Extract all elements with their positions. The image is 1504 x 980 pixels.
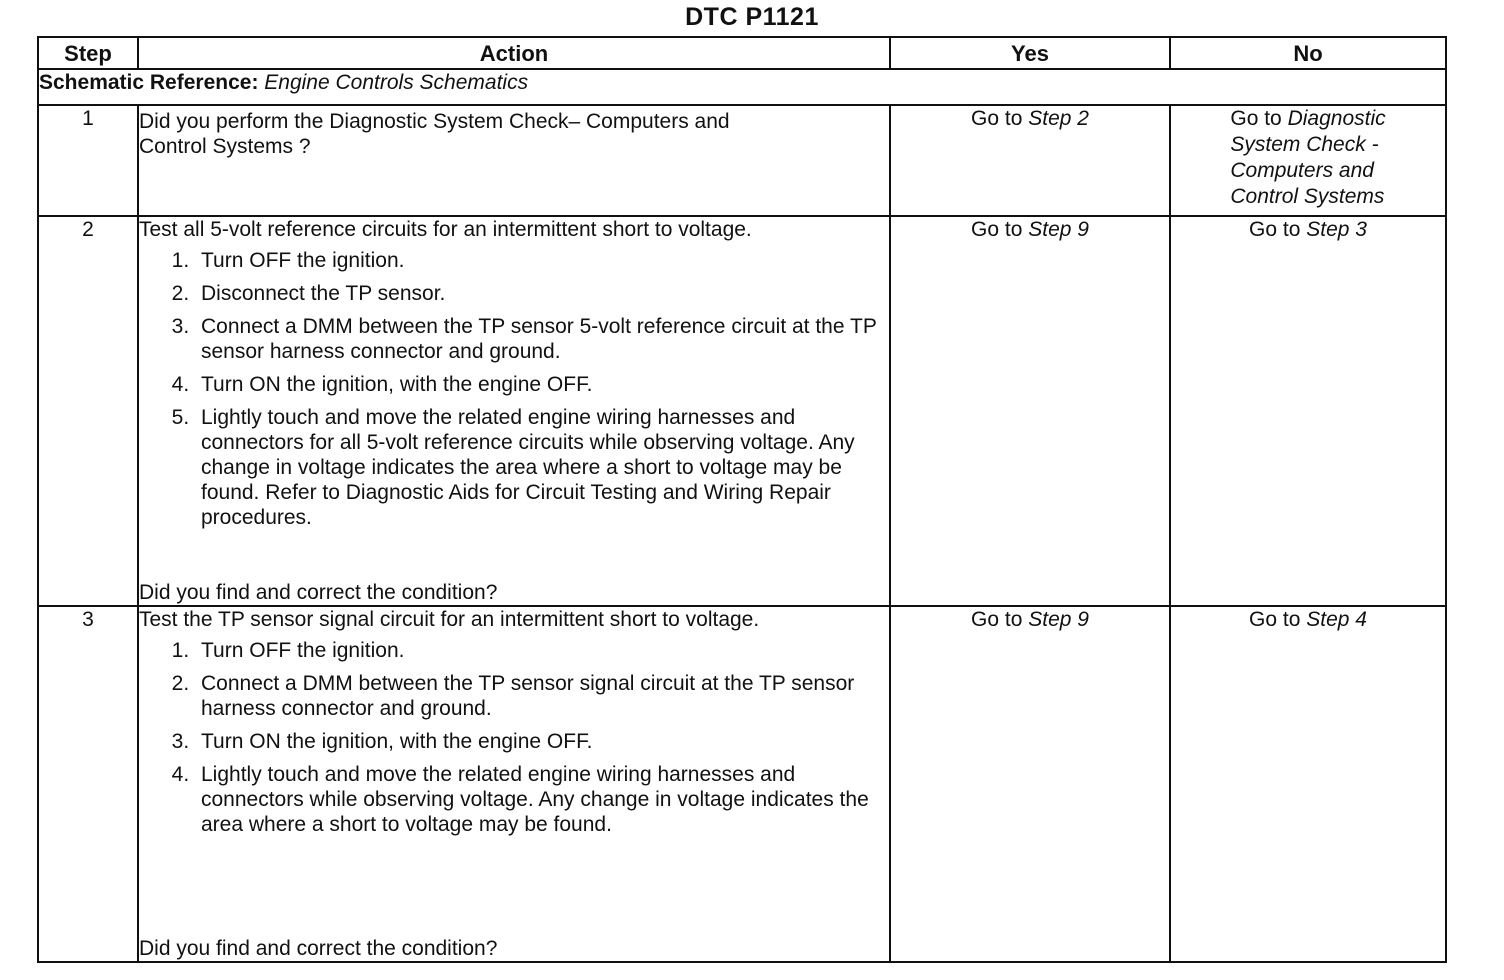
schematic-reference [38,69,1446,105]
no-step-link-line4[interactable]: Control Systems [1230,185,1385,208]
yes-cell [890,606,1170,962]
header-yes: Yes [890,37,1170,69]
substep: 1. Turn OFF the ignition. [195,638,889,663]
no-target-block [1230,106,1385,210]
action-question: Did you find and correct the condition? [139,581,498,604]
no-prefix: Go to [1249,218,1301,241]
yes-step-link[interactable]: Step 2 [1028,107,1089,130]
no-step-link-line3[interactable]: Computers and [1230,159,1374,182]
header-step: Step [38,37,138,69]
substep: 4. Turn ON the ignition, with the engine OFF. [195,372,889,397]
action-cell [138,105,890,216]
no-cell [1170,216,1446,606]
header-no: No [1170,37,1446,69]
action-line: Did you perform the Diagnostic System Check– Computers and [139,110,730,133]
action-intro: Test the TP sensor signal circuit for an intermittent short to voltage. [139,608,760,631]
step-number: 1 [38,105,138,216]
schematic-reference-row [38,69,1446,105]
substep: 5. Lightly touch and move the related engine wiring harnesses and connectors for all 5-volt reference circuits while observing voltage. Any change in voltage indicates the area where a short to voltage may be found. Refer to Diagnostic Aids for Circuit Testing and Wiring Repair procedures. [195,405,889,530]
substep-list [139,638,889,845]
no-cell [1170,606,1446,962]
action-line: Control Systems ? [139,135,311,158]
schematic-label: Schematic Reference: [39,71,259,94]
yes-step-link[interactable]: Step 9 [1028,608,1089,631]
table-row-step-1 [38,105,1446,216]
substep: 1. Turn OFF the ignition. [195,248,889,273]
table-row-step-3 [38,606,1446,962]
substep-list [139,248,889,538]
yes-cell [890,216,1170,606]
schematic-link[interactable]: Engine Controls Schematics [264,71,529,94]
substep: 4. Lightly touch and move the related engine wiring harnesses and connectors while observing voltage. Any change in voltage indicates the area where a short to voltage may be found. [195,762,889,837]
no-prefix: Go to [1230,107,1282,130]
step-number: 2 [38,216,138,606]
yes-prefix: Go to [971,218,1023,241]
substep: 3. Connect a DMM between the TP sensor 5-volt reference circuit at the TP sensor harness connector and ground. [195,314,889,364]
action-question: Did you find and correct the condition? [139,937,498,960]
header-action: Action [138,37,890,69]
no-step-link[interactable]: Step 4 [1306,608,1367,631]
action-intro: Test all 5-volt reference circuits for an intermittent short to voltage. [139,218,752,241]
yes-prefix: Go to [971,107,1023,130]
substep: 2. Connect a DMM between the TP sensor signal circuit at the TP sensor harness connector and ground. [195,671,889,721]
step-number: 3 [38,606,138,962]
no-cell [1170,105,1446,216]
table-row-step-2 [38,216,1446,606]
yes-cell [890,105,1170,216]
yes-prefix: Go to [971,608,1023,631]
no-prefix: Go to [1249,608,1301,631]
action-cell [138,606,890,962]
substep: 2. Disconnect the TP sensor. [195,281,889,306]
header-row [38,37,1446,69]
diagnostic-table [37,36,1447,963]
no-step-link[interactable]: Step 3 [1306,218,1367,241]
action-cell [138,216,890,606]
substep: 3. Turn ON the ignition, with the engine OFF. [195,729,889,754]
yes-step-link[interactable]: Step 9 [1028,218,1089,241]
no-step-link[interactable]: Diagnostic [1287,107,1386,130]
page-title: DTC P1121 [685,3,819,31]
no-step-link-line2[interactable]: System Check - [1230,133,1379,156]
